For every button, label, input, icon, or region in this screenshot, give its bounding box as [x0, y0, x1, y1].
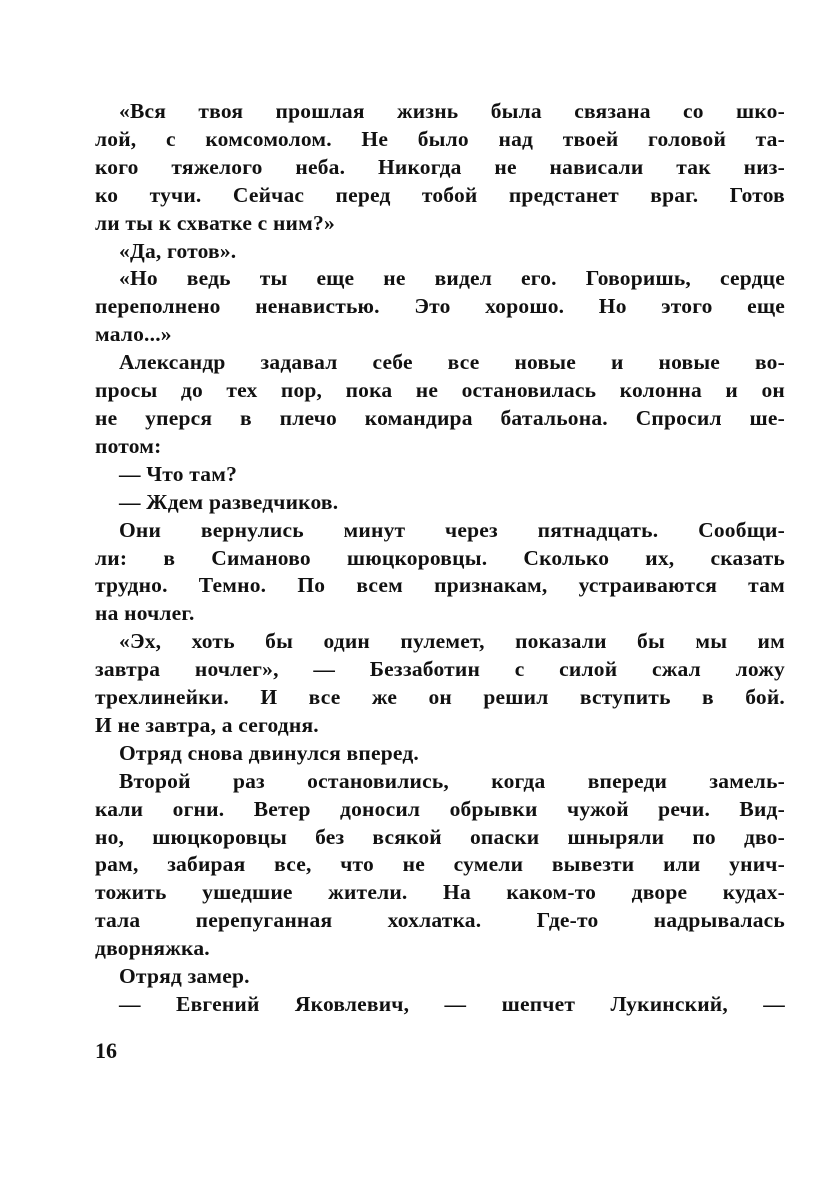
text-line: трехлинейки. И все же он решил вступить в бой.	[95, 685, 785, 710]
text-line: Отряд замер.	[119, 964, 250, 989]
text-line: трудно. Темно. По всем признакам, устраиваются там	[95, 573, 785, 598]
text-line: ли ты к схватке с ним?»	[95, 210, 335, 235]
text-line: дворняжка.	[95, 936, 210, 961]
text-line: не уперся в плечо командира батальона. Спросил ше-	[95, 405, 785, 430]
text-line: И не завтра, а сегодня.	[95, 712, 319, 737]
text-line: но, шюцкоровцы без всякой опаски шныряли по дво-	[95, 824, 785, 849]
text-line: завтра ночлег», — Беззаботин с силой сжал ложу	[95, 657, 785, 682]
text-line: «Вся твоя прошлая жизнь была связана со шко-	[119, 99, 785, 123]
page-number: 16	[95, 1038, 117, 1063]
text-line: потом:	[95, 433, 162, 458]
text-line: «Но ведь ты еще не видел его. Говоришь, сердце	[119, 266, 785, 291]
text-line: Отряд снова двинулся вперед.	[119, 740, 419, 765]
text-line: «Да, готов».	[119, 238, 237, 263]
text-line: лой, с комсомолом. Не было над твоей головой та-	[95, 126, 785, 151]
text-line: — Ждем разведчиков.	[119, 489, 339, 514]
text-line: Второй раз остановились, когда впереди замель-	[119, 768, 785, 793]
text-line: тала перепуганная хохлатка. Где-то надрывалась	[95, 908, 785, 933]
text-line: рам, забирая все, что не сумели вывезти или унич-	[95, 852, 785, 877]
text-line: «Эх, хоть бы один пулемет, показали бы мы им	[119, 629, 785, 654]
text-line: кали огни. Ветер доносил обрывки чужой речи. Вид-	[95, 796, 785, 821]
text-line: ко тучи. Сейчас перед тобой предстанет враг. Готов	[95, 182, 785, 207]
text-line: кого тяжелого неба. Никогда не нависали так низ-	[95, 154, 785, 179]
text-line: Они вернулись минут через пятнадцать. Сообщи-	[119, 517, 785, 542]
text-line: Александр задавал себе все новые и новые во-	[119, 350, 785, 375]
text-line: переполнено ненавистью. Это хорошо. Но этого еще	[95, 294, 785, 319]
text-line: просы до тех пор, пока не остановилась колонна и он	[95, 378, 785, 403]
text-line: — Что там?	[119, 461, 238, 486]
page-text	[95, 98, 785, 1019]
text-line: — Евгений Яковлевич, — шепчет Лукинский, —	[119, 992, 785, 1016]
text-line: мало...»	[95, 322, 172, 347]
text-line: тожить ушедшие жители. На каком-то дворе кудах-	[95, 880, 785, 905]
text-line: ли: в Симаново шюцкоровцы. Сколько их, сказать	[95, 545, 785, 570]
text-line: на ночлег.	[95, 601, 195, 626]
